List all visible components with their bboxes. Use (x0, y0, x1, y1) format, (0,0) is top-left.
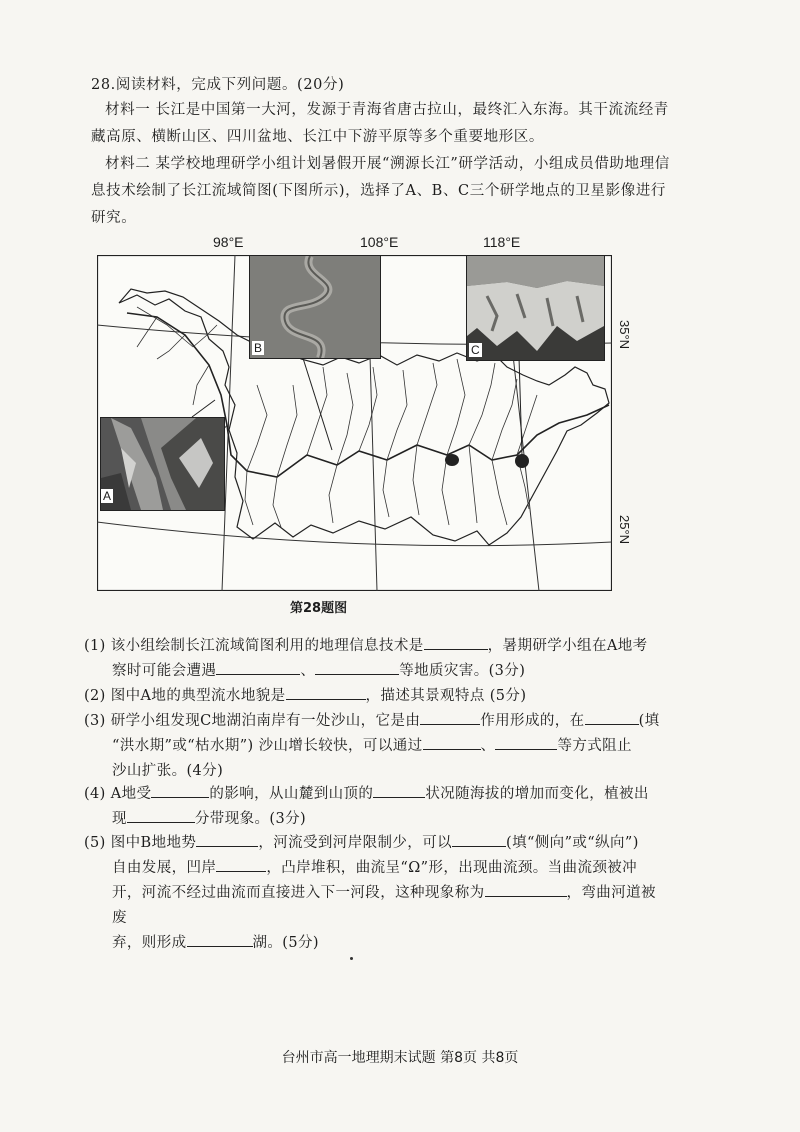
q3-blank-1[interactable] (420, 709, 480, 725)
yangtze-basin-map (97, 255, 612, 591)
poyang-lake (515, 454, 529, 468)
q5-blank-1[interactable] (196, 831, 258, 847)
q2-blank-1[interactable] (286, 684, 366, 700)
satellite-image-b (249, 255, 381, 359)
q4-text-1: (4) A地受 (84, 786, 152, 802)
satellite-image-a (100, 417, 225, 511)
q4-text-2: 的影响，从山麓到山顶的 (209, 786, 374, 802)
q5-text-9: 湖。(5分) (252, 935, 319, 951)
q3-text-5: 、 (480, 738, 496, 754)
figure-caption: 第28题图 (290, 601, 348, 616)
q5-blank-5[interactable] (187, 931, 253, 947)
longitude-label-98: 98°E (213, 234, 244, 250)
sub-question-5 (84, 831, 664, 956)
longitude-label-108: 108°E (360, 234, 399, 250)
longitude-label-118: 118°E (483, 234, 521, 250)
q5-text-4: 自由发展，凹岸 (112, 860, 217, 876)
q4-blank-1[interactable] (151, 782, 209, 798)
latitude-label-35: 35°N (617, 320, 632, 350)
q5-text-3: (填“侧向”或“纵向”) (506, 835, 639, 851)
q5-text-1: (5) 图中B地地势 (84, 835, 197, 851)
q3-text-4: “洪水期”或“枯水期”) 沙山增长较快，可以通过 (112, 738, 423, 754)
q3-text-3: (填 (638, 713, 660, 729)
latitude-label-25: 25°N (617, 515, 632, 545)
photo-label-b: B (254, 341, 263, 355)
q1-text-2: ，暑期研学小组在A地考 (487, 638, 648, 654)
material-one: 材料一 长江是中国第一大河，发源于青海省唐古拉山，最终汇入东海。其干流流经青藏高原、横断山区、四川盆地、长江中下游平原等多个重要地形区。 (91, 102, 669, 145)
q5-blank-4[interactable] (485, 881, 567, 897)
q2-text-2: ，描述其景观特点 (5分) (365, 688, 527, 704)
q3-text-7: 沙山扩张。(4分) (112, 763, 224, 779)
q3-blank-4[interactable] (495, 734, 557, 750)
satellite-image-c (466, 255, 605, 361)
material-two: 材料二 某学校地理研学小组计划暑假开展“溯源长江”研学活动，小组成员借助地理信息技术绘制了长江流域简图(下图所示)，选择了A、B、C三个研学地点的卫星影像进行研究。 (91, 156, 670, 226)
sub-question-1 (84, 634, 664, 684)
q4-blank-3[interactable] (127, 807, 195, 823)
stray-dot (350, 957, 353, 960)
q1-text-4: 、 (300, 663, 316, 679)
q1-text-1: (1) 该小组绘制长江流域简图利用的地理信息技术是 (84, 638, 424, 654)
q5-blank-2[interactable] (452, 831, 506, 847)
q1-text-3: 察时可能会遭遇 (112, 663, 217, 679)
photo-label-a: A (103, 489, 112, 503)
q4-text-5: 分带现象。(3分) (194, 811, 307, 827)
photo-label-c: C (471, 343, 480, 357)
q2-text-1: (2) 图中A地的典型流水地貌是 (84, 688, 286, 704)
q1-blank-2[interactable] (216, 659, 300, 675)
q5-text-8: 弃，则形成 (112, 935, 187, 951)
dongting-lake (445, 454, 459, 466)
q1-blank-3[interactable] (315, 659, 399, 675)
q4-text-4: 现 (112, 811, 127, 827)
q3-blank-3[interactable] (423, 734, 481, 750)
q3-text-6: 等方式阻止 (557, 738, 632, 754)
q5-text-5: ，凸岸堆积，曲流呈“Ω”形，出现曲流颈。当曲流颈被冲 (266, 860, 638, 876)
q5-text-2: ，河流受到河岸限制少，可以 (258, 835, 453, 851)
sub-question-3 (84, 709, 664, 784)
q1-text-5: 等地质灾害。(3分) (399, 663, 526, 679)
sub-question-2 (84, 684, 664, 709)
q3-text-2: 作用形成的，在 (480, 713, 585, 729)
q4-blank-2[interactable] (373, 782, 425, 798)
question-title: 28.阅读材料，完成下列问题。(20分) (91, 77, 345, 93)
q5-text-7: ，弯曲河道被废 (112, 885, 656, 926)
q4-text-3: 状况随海拔的增加而变化，植被出 (425, 786, 649, 802)
q5-blank-3[interactable] (216, 856, 266, 872)
page-footer: 台州市高一地理期末试题 第8页 共8页 (281, 1050, 519, 1066)
q3-blank-2[interactable] (585, 709, 639, 725)
q5-text-6: 开，河流不经过曲流而直接进入下一河段，这种现象称为 (112, 885, 485, 901)
q3-text-1: (3) 研学小组发现C地湖泊南岸有一处沙山，它是由 (84, 713, 421, 729)
q1-blank-1[interactable] (424, 634, 488, 650)
sub-question-4 (84, 782, 664, 832)
